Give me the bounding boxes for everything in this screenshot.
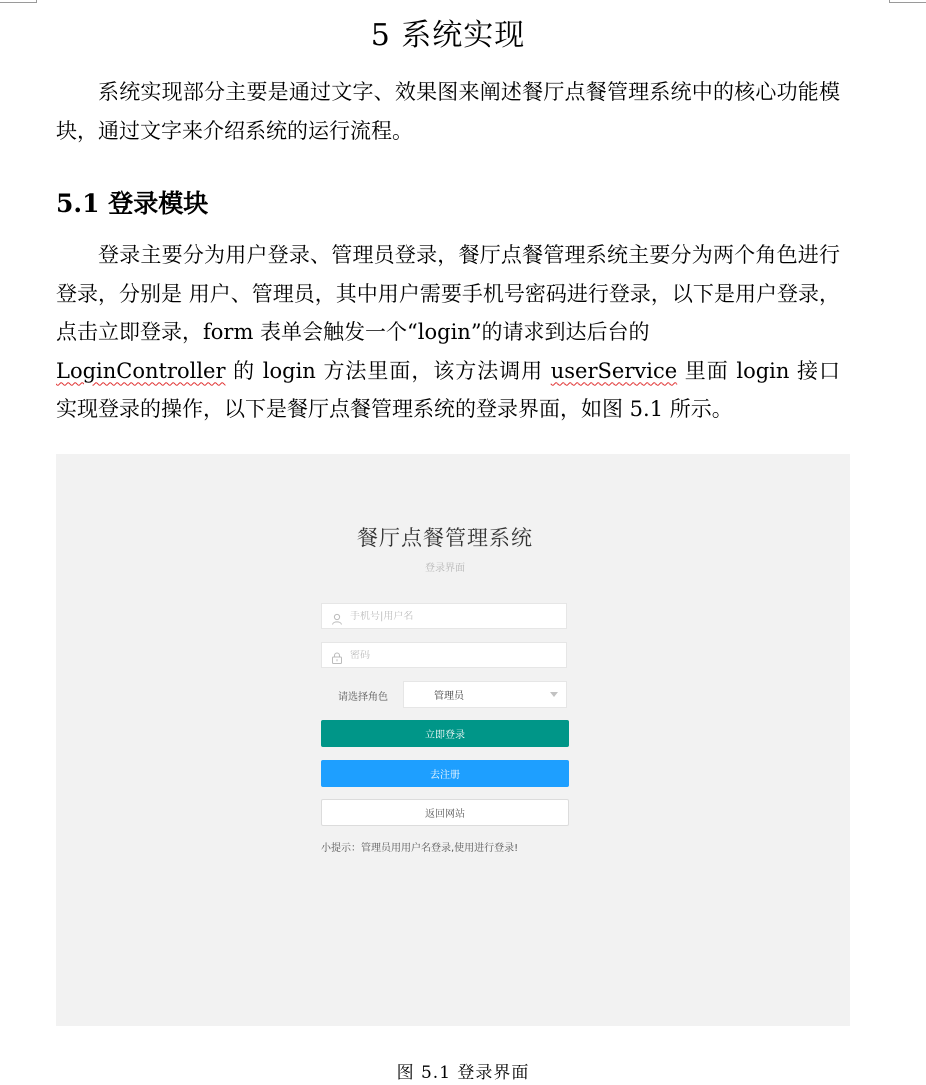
system-title: 餐厅点餐管理系统 — [357, 526, 533, 550]
section-title: 5.1 登录模块 — [56, 189, 209, 218]
login-button[interactable]: 立即登录 — [321, 720, 569, 747]
role-select[interactable] — [403, 681, 567, 708]
paragraph-text: 登录主要分为用户登录、管理员登录，餐厅点餐管理系统主要分为两个角色进行登录，分别是 用户、管理员，其中用户需要手机号密码进行登录，以下是用户登录，点击立即登录，form 表单会触发一个“login”的请求到达后台的 — [56, 243, 840, 344]
page-corner-mark-left — [0, 0, 37, 3]
password-input[interactable] — [350, 650, 566, 661]
username-field[interactable] — [321, 603, 567, 629]
page-corner-mark-right — [889, 0, 926, 3]
login-screenshot-figure — [56, 454, 850, 1026]
role-label: 请选择角色 — [338, 692, 388, 703]
paragraph-text: 里面 login 接口实现登录的操作，以下是餐厅点餐管理系统的登录界面，如图 5.1 所示。 — [56, 358, 840, 421]
paragraph-text: 的 login 方法里面，该方法调用 — [225, 358, 551, 383]
intro-paragraph: 系统实现部分主要是通过文字、效果图来阐述餐厅点餐管理系统中的核心功能模块，通过文字来介绍系统的运行流程。 — [56, 80, 840, 143]
spellcheck-word-userservice: userService — [550, 358, 678, 383]
chapter-title: 5 系统实现 — [370, 18, 526, 53]
lock-icon — [331, 649, 343, 661]
login-tip: 小提示：管理员用用户名登录,使用进行登录! — [321, 843, 519, 854]
register-button[interactable]: 去注册 — [321, 760, 569, 787]
spellcheck-word-logincontroller: LoginController — [56, 358, 226, 383]
user-icon — [331, 610, 343, 622]
back-to-site-button[interactable]: 返回网站 — [321, 799, 569, 826]
chevron-down-icon — [550, 692, 558, 697]
login-subtitle: 登录界面 — [425, 563, 465, 574]
password-field[interactable] — [321, 642, 567, 668]
figure-caption: 图 5.1 登录界面 — [396, 1063, 530, 1083]
username-input[interactable] — [350, 611, 566, 622]
role-selected-value: 管理员 — [434, 691, 464, 702]
login-module-paragraph — [56, 236, 840, 429]
